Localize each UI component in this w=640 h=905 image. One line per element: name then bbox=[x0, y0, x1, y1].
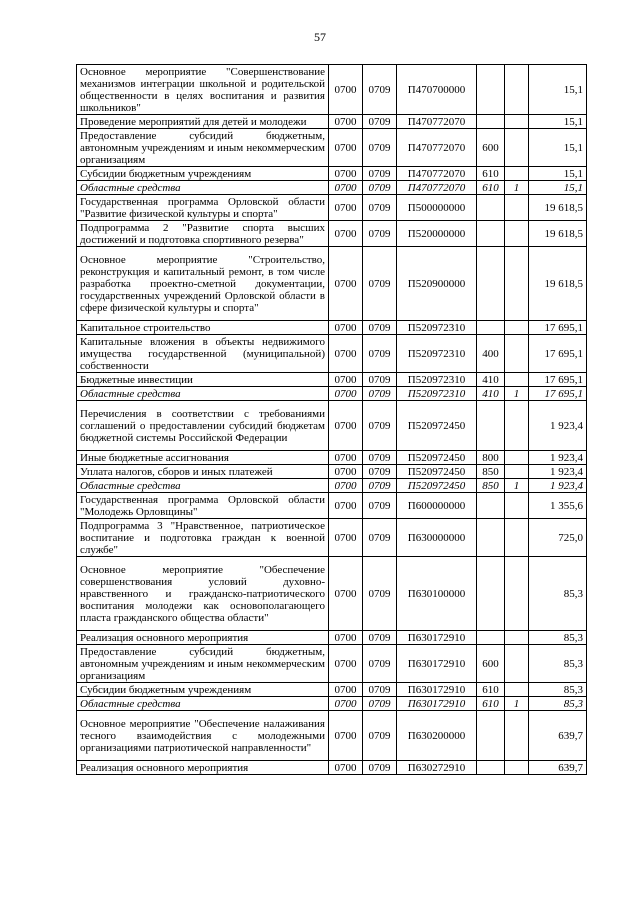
row-sum: 85,3 bbox=[529, 697, 587, 711]
row-subsection: 0709 bbox=[363, 711, 397, 761]
row-subsection: 0709 bbox=[363, 167, 397, 181]
row-target-article: П630172910 bbox=[397, 697, 477, 711]
row-section: 0700 bbox=[329, 247, 363, 321]
row-funding-source bbox=[505, 451, 529, 465]
row-subsection: 0709 bbox=[363, 761, 397, 775]
row-name: Капитальное строительство bbox=[77, 321, 329, 335]
row-target-article: П520972450 bbox=[397, 451, 477, 465]
row-subsection: 0709 bbox=[363, 195, 397, 221]
row-sum: 725,0 bbox=[529, 519, 587, 557]
table-row bbox=[77, 479, 587, 493]
row-funding-source bbox=[505, 65, 529, 115]
row-section: 0700 bbox=[329, 181, 363, 195]
row-name: Субсидии бюджетным учреждениям bbox=[77, 167, 329, 181]
row-funding-source bbox=[505, 115, 529, 129]
row-section: 0700 bbox=[329, 167, 363, 181]
row-target-article: П470700000 bbox=[397, 65, 477, 115]
table-row bbox=[77, 387, 587, 401]
row-section: 0700 bbox=[329, 465, 363, 479]
row-expense-type: 410 bbox=[477, 387, 505, 401]
row-expense-type: 610 bbox=[477, 697, 505, 711]
row-sum: 639,7 bbox=[529, 761, 587, 775]
row-sum: 15,1 bbox=[529, 65, 587, 115]
row-funding-source bbox=[505, 631, 529, 645]
row-sum: 1 923,4 bbox=[529, 465, 587, 479]
row-subsection: 0709 bbox=[363, 401, 397, 451]
row-subsection: 0709 bbox=[363, 557, 397, 631]
row-sum: 15,1 bbox=[529, 129, 587, 167]
row-name: Подпрограмма 3 "Нравственное, патриотическое воспитание и подготовка граждан к военной службе" bbox=[77, 519, 329, 557]
row-section: 0700 bbox=[329, 645, 363, 683]
row-funding-source bbox=[505, 761, 529, 775]
row-subsection: 0709 bbox=[363, 115, 397, 129]
row-name: Бюджетные инвестиции bbox=[77, 373, 329, 387]
row-funding-source bbox=[505, 519, 529, 557]
row-name: Основное мероприятие "Обеспечение совершенствования условий духовно-нравственного и гражданско-патриотического воспитания молодежи как основополагающего пласта гражданского общества области" bbox=[77, 557, 329, 631]
row-sum: 19 618,5 bbox=[529, 221, 587, 247]
row-subsection: 0709 bbox=[363, 321, 397, 335]
row-subsection: 0709 bbox=[363, 479, 397, 493]
row-subsection: 0709 bbox=[363, 519, 397, 557]
row-target-article: П470772070 bbox=[397, 129, 477, 167]
table-row bbox=[77, 683, 587, 697]
row-section: 0700 bbox=[329, 711, 363, 761]
table-row bbox=[77, 373, 587, 387]
row-name: Основное мероприятие "Совершенствование механизмов интеграции школьной и родительской общественности в целях воспитания и развития школьников" bbox=[77, 65, 329, 115]
row-target-article: П520972310 bbox=[397, 373, 477, 387]
row-funding-source bbox=[505, 557, 529, 631]
row-subsection: 0709 bbox=[363, 181, 397, 195]
row-section: 0700 bbox=[329, 683, 363, 697]
row-expense-type bbox=[477, 221, 505, 247]
table-row bbox=[77, 195, 587, 221]
row-subsection: 0709 bbox=[363, 631, 397, 645]
row-sum: 15,1 bbox=[529, 167, 587, 181]
table-row bbox=[77, 493, 587, 519]
page-number: 57 bbox=[314, 30, 326, 44]
row-expense-type bbox=[477, 761, 505, 775]
row-target-article: П500000000 bbox=[397, 195, 477, 221]
row-section: 0700 bbox=[329, 557, 363, 631]
row-funding-source bbox=[505, 465, 529, 479]
row-expense-type bbox=[477, 65, 505, 115]
row-funding-source bbox=[505, 321, 529, 335]
row-sum: 1 923,4 bbox=[529, 479, 587, 493]
row-target-article: П630200000 bbox=[397, 711, 477, 761]
row-target-article: П630272910 bbox=[397, 761, 477, 775]
row-subsection: 0709 bbox=[363, 387, 397, 401]
table-row bbox=[77, 181, 587, 195]
table-row bbox=[77, 451, 587, 465]
row-expense-type bbox=[477, 195, 505, 221]
row-funding-source: 1 bbox=[505, 181, 529, 195]
row-expense-type: 610 bbox=[477, 683, 505, 697]
row-section: 0700 bbox=[329, 65, 363, 115]
row-expense-type bbox=[477, 115, 505, 129]
row-expense-type bbox=[477, 557, 505, 631]
table-row bbox=[77, 519, 587, 557]
row-target-article: П470772070 bbox=[397, 167, 477, 181]
row-name: Областные средства bbox=[77, 387, 329, 401]
row-sum: 19 618,5 bbox=[529, 247, 587, 321]
row-expense-type: 850 bbox=[477, 465, 505, 479]
row-name: Основное мероприятие "Строительство, реконструкция и капитальный ремонт, в том числе разработка проектно-сметной документации, государственных учреждений Орловской области в сфере физической культуры и спорта" bbox=[77, 247, 329, 321]
row-subsection: 0709 bbox=[363, 697, 397, 711]
row-sum: 15,1 bbox=[529, 181, 587, 195]
row-name: Областные средства bbox=[77, 479, 329, 493]
row-funding-source bbox=[505, 167, 529, 181]
row-target-article: П600000000 bbox=[397, 493, 477, 519]
row-target-article: П630172910 bbox=[397, 683, 477, 697]
row-subsection: 0709 bbox=[363, 65, 397, 115]
table-row bbox=[77, 401, 587, 451]
row-sum: 17 695,1 bbox=[529, 335, 587, 373]
row-funding-source bbox=[505, 129, 529, 167]
row-section: 0700 bbox=[329, 451, 363, 465]
row-expense-type: 410 bbox=[477, 373, 505, 387]
row-name: Предоставление субсидий бюджетным, автономным учреждениям и иным некоммерческим организациям bbox=[77, 129, 329, 167]
row-subsection: 0709 bbox=[363, 373, 397, 387]
row-target-article: П470772070 bbox=[397, 181, 477, 195]
row-target-article: П520972450 bbox=[397, 465, 477, 479]
table-row bbox=[77, 221, 587, 247]
row-target-article: П520000000 bbox=[397, 221, 477, 247]
table-row bbox=[77, 697, 587, 711]
row-target-article: П520972310 bbox=[397, 321, 477, 335]
row-funding-source bbox=[505, 335, 529, 373]
row-target-article: П630172910 bbox=[397, 645, 477, 683]
row-funding-source bbox=[505, 373, 529, 387]
table-row bbox=[77, 247, 587, 321]
table-row bbox=[77, 65, 587, 115]
row-funding-source bbox=[505, 711, 529, 761]
row-target-article: П630000000 bbox=[397, 519, 477, 557]
row-subsection: 0709 bbox=[363, 683, 397, 697]
row-sum: 85,3 bbox=[529, 683, 587, 697]
row-expense-type bbox=[477, 247, 505, 321]
row-expense-type bbox=[477, 401, 505, 451]
row-sum: 85,3 bbox=[529, 645, 587, 683]
row-name: Государственная программа Орловской области "Развитие физической культуры и спорта" bbox=[77, 195, 329, 221]
row-target-article: П630172910 bbox=[397, 631, 477, 645]
row-name: Реализация основного мероприятия bbox=[77, 761, 329, 775]
row-target-article: П520972450 bbox=[397, 401, 477, 451]
row-section: 0700 bbox=[329, 519, 363, 557]
row-expense-type bbox=[477, 493, 505, 519]
row-funding-source: 1 bbox=[505, 697, 529, 711]
table-row bbox=[77, 711, 587, 761]
table-row bbox=[77, 761, 587, 775]
row-sum: 17 695,1 bbox=[529, 373, 587, 387]
row-section: 0700 bbox=[329, 373, 363, 387]
row-name: Областные средства bbox=[77, 181, 329, 195]
row-sum: 85,3 bbox=[529, 631, 587, 645]
row-funding-source bbox=[505, 195, 529, 221]
row-section: 0700 bbox=[329, 221, 363, 247]
row-funding-source: 1 bbox=[505, 479, 529, 493]
row-funding-source bbox=[505, 645, 529, 683]
row-expense-type: 800 bbox=[477, 451, 505, 465]
table-row bbox=[77, 335, 587, 373]
row-name: Иные бюджетные ассигнования bbox=[77, 451, 329, 465]
row-section: 0700 bbox=[329, 387, 363, 401]
row-name: Перечисления в соответствии с требованиями соглашений о предоставлении субсидий бюджетам бюджетной системы Российской Федерации bbox=[77, 401, 329, 451]
row-expense-type: 610 bbox=[477, 181, 505, 195]
row-target-article: П520972450 bbox=[397, 479, 477, 493]
row-funding-source bbox=[505, 401, 529, 451]
row-name: Капитальные вложения в объекты недвижимого имущества государственной (муниципальной) собственности bbox=[77, 335, 329, 373]
row-target-article: П470772070 bbox=[397, 115, 477, 129]
table-row bbox=[77, 129, 587, 167]
row-section: 0700 bbox=[329, 631, 363, 645]
row-expense-type bbox=[477, 631, 505, 645]
row-sum: 17 695,1 bbox=[529, 321, 587, 335]
row-funding-source bbox=[505, 221, 529, 247]
row-expense-type: 600 bbox=[477, 645, 505, 683]
row-sum: 85,3 bbox=[529, 557, 587, 631]
row-target-article: П520972310 bbox=[397, 387, 477, 401]
row-name: Реализация основного мероприятия bbox=[77, 631, 329, 645]
row-expense-type bbox=[477, 321, 505, 335]
row-section: 0700 bbox=[329, 195, 363, 221]
row-name: Уплата налогов, сборов и иных платежей bbox=[77, 465, 329, 479]
row-section: 0700 bbox=[329, 761, 363, 775]
row-sum: 1 923,4 bbox=[529, 401, 587, 451]
row-name: Субсидии бюджетным учреждениям bbox=[77, 683, 329, 697]
table-row bbox=[77, 465, 587, 479]
row-expense-type: 850 bbox=[477, 479, 505, 493]
row-section: 0700 bbox=[329, 493, 363, 519]
row-section: 0700 bbox=[329, 129, 363, 167]
row-sum: 17 695,1 bbox=[529, 387, 587, 401]
row-subsection: 0709 bbox=[363, 645, 397, 683]
row-target-article: П520972310 bbox=[397, 335, 477, 373]
table-row bbox=[77, 631, 587, 645]
row-target-article: П630100000 bbox=[397, 557, 477, 631]
table-row bbox=[77, 557, 587, 631]
row-section: 0700 bbox=[329, 335, 363, 373]
row-section: 0700 bbox=[329, 697, 363, 711]
row-funding-source bbox=[505, 683, 529, 697]
budget-table bbox=[76, 64, 587, 775]
table-row bbox=[77, 115, 587, 129]
row-section: 0700 bbox=[329, 321, 363, 335]
table-row bbox=[77, 645, 587, 683]
row-expense-type: 400 bbox=[477, 335, 505, 373]
row-funding-source bbox=[505, 493, 529, 519]
table-row bbox=[77, 321, 587, 335]
row-expense-type: 610 bbox=[477, 167, 505, 181]
row-sum: 639,7 bbox=[529, 711, 587, 761]
row-sum: 1 923,4 bbox=[529, 451, 587, 465]
row-subsection: 0709 bbox=[363, 493, 397, 519]
row-section: 0700 bbox=[329, 115, 363, 129]
row-name: Подпрограмма 2 "Развитие спорта высших достижений и подготовка спортивного резерва" bbox=[77, 221, 329, 247]
row-subsection: 0709 bbox=[363, 129, 397, 167]
row-name: Основное мероприятие "Обеспечение налаживания тесного взаимодействия с молодежными организациями патриотической направленности" bbox=[77, 711, 329, 761]
row-section: 0700 bbox=[329, 401, 363, 451]
row-name: Предоставление субсидий бюджетным, автономным учреждениям и иным некоммерческим организациям bbox=[77, 645, 329, 683]
row-subsection: 0709 bbox=[363, 247, 397, 321]
row-expense-type: 600 bbox=[477, 129, 505, 167]
row-target-article: П520900000 bbox=[397, 247, 477, 321]
row-subsection: 0709 bbox=[363, 451, 397, 465]
row-sum: 1 355,6 bbox=[529, 493, 587, 519]
row-name: Государственная программа Орловской области "Молодежь Орловщины" bbox=[77, 493, 329, 519]
row-subsection: 0709 bbox=[363, 465, 397, 479]
row-expense-type bbox=[477, 519, 505, 557]
table-row bbox=[77, 167, 587, 181]
row-section: 0700 bbox=[329, 479, 363, 493]
row-name: Проведение мероприятий для детей и молодежи bbox=[77, 115, 329, 129]
row-subsection: 0709 bbox=[363, 221, 397, 247]
row-expense-type bbox=[477, 711, 505, 761]
row-sum: 19 618,5 bbox=[529, 195, 587, 221]
row-sum: 15,1 bbox=[529, 115, 587, 129]
row-name: Областные средства bbox=[77, 697, 329, 711]
row-funding-source bbox=[505, 247, 529, 321]
row-funding-source: 1 bbox=[505, 387, 529, 401]
row-subsection: 0709 bbox=[363, 335, 397, 373]
